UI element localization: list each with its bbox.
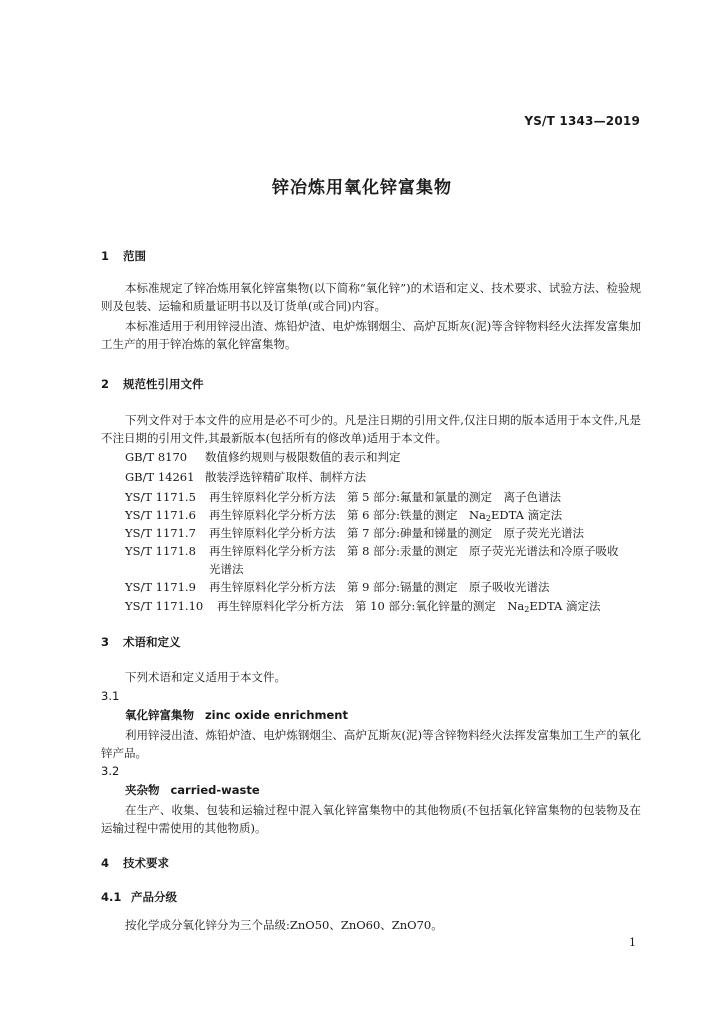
- section-title: 技术要求: [123, 856, 169, 870]
- section-title: 规范性引用文件: [123, 377, 204, 391]
- subsection-4-1-text: 按化学成分氧化锌分为三个品级:ZnO50、ZnO60、ZnO70。: [125, 918, 443, 932]
- reference-title: 再生锌原料化学分析方法 第 10 部分:氧化锌量的测定 Na2EDTA 滴定法: [217, 599, 601, 614]
- section-4-heading: [101, 855, 169, 871]
- reference-title: 数值修约规则与极限数值的表示和判定: [205, 450, 401, 464]
- term-chinese: 氧化锌富集物: [125, 708, 194, 722]
- reference-item: [125, 507, 562, 523]
- reference-code: GB/T 14261: [125, 470, 195, 484]
- reference-item: [125, 449, 401, 465]
- section-2-intro: 下列文件对于本文件的应用是必不可少的。凡是注日期的引用文件,仅注日期的版本适用于本文件,凡是不注日期的引用文件,其最新版本(包括所有的修改单)适用于本文件。: [101, 413, 641, 445]
- reference-item: [125, 579, 550, 595]
- section-1-paragraph-1: 本标准规定了锌冶炼用氧化锌富集物(以下简称“氧化锌”)的术语和定义、技术要求、试验方法、检验规则及包装、运输和质量证明书以及订货单(或合同)内容。: [101, 281, 641, 313]
- term-3-2-definition: 在生产、收集、包装和运输过程中混入氧化锌富集物中的其他物质(不包括氧化锌富集物的包装物及在运输过程中需使用的其他物质)。: [101, 803, 641, 835]
- subsection-title: 产品分级: [131, 890, 177, 904]
- reference-title: 再生锌原料化学分析方法 第 6 部分:铁量的测定 Na2EDTA 滴定法: [209, 508, 563, 523]
- reference-item: [125, 598, 600, 614]
- reference-title: 再生锌原料化学分析方法 第 9 部分:镉量的测定 原子吸收光谱法: [209, 580, 550, 594]
- reference-code: YS/T 1171.5: [125, 490, 196, 504]
- reference-code: GB/T 8170: [125, 450, 188, 464]
- reference-title: 再生锌原料化学分析方法 第 8 部分:汞量的测定 原子荧光光谱法和冷原子吸收: [209, 544, 619, 558]
- reference-code: YS/T 1171.6: [125, 508, 196, 522]
- term-3-1-definition: 利用锌浸出渣、炼铅炉渣、电炉炼钢烟尘、高炉瓦斯灰(泥)等含锌物料经火法挥发富集加工生产的氧化锌产品。: [101, 728, 641, 760]
- term-3-2-number: 3.2: [101, 764, 120, 778]
- term-english: zinc oxide enrichment: [204, 708, 348, 722]
- reference-title-continuation: 光谱法: [209, 562, 244, 576]
- section-2-heading: [101, 376, 204, 392]
- section-number: 2: [101, 377, 110, 391]
- section-1-paragraph-2: 本标准适用于利用锌浸出渣、炼铅炉渣、电炉炼钢烟尘、高炉瓦斯灰(泥)等含锌物料经火法挥发富集加工生产的用于锌冶炼的氧化锌富集物。: [101, 319, 641, 351]
- reference-item: [125, 469, 366, 485]
- section-3-heading: [101, 634, 181, 650]
- reference-item: [125, 489, 561, 505]
- section-title: 术语和定义: [123, 635, 181, 649]
- section-number: 3: [101, 635, 110, 649]
- page-number: 1: [629, 936, 636, 949]
- standard-number: YS/T 1343—2019: [524, 114, 640, 128]
- document-title: 锌冶炼用氧化锌富集物: [272, 178, 452, 198]
- reference-title: 再生锌原料化学分析方法 第 7 部分:砷量和锑量的测定 原子荧光光谱法: [209, 526, 584, 540]
- term-3-2-heading: [125, 783, 260, 798]
- reference-code: YS/T 1171.10: [125, 599, 204, 613]
- reference-title: 再生锌原料化学分析方法 第 5 部分:氟量和氯量的测定 离子色谱法: [209, 490, 561, 504]
- section-title: 范围: [123, 249, 146, 263]
- term-chinese: 夹杂物: [125, 783, 160, 797]
- section-number: 4: [101, 856, 110, 870]
- reference-title: 散装浮选锌精矿取样、制样方法: [205, 470, 366, 484]
- reference-code: YS/T 1171.8: [125, 544, 196, 558]
- section-number: 1: [101, 249, 110, 263]
- subsection-4-1-heading: [101, 889, 177, 905]
- reference-item: [125, 543, 619, 559]
- section-1-heading: [101, 248, 146, 264]
- term-3-1-number: 3.1: [101, 689, 120, 703]
- reference-code: YS/T 1171.7: [125, 526, 196, 540]
- section-3-intro: 下列术语和定义适用于本文件。: [125, 670, 286, 684]
- reference-code: YS/T 1171.9: [125, 580, 196, 594]
- reference-item: [125, 525, 584, 541]
- term-3-1-heading: [125, 708, 348, 723]
- subsection-number: 4.1: [101, 890, 122, 904]
- term-english: carried-waste: [170, 783, 260, 797]
